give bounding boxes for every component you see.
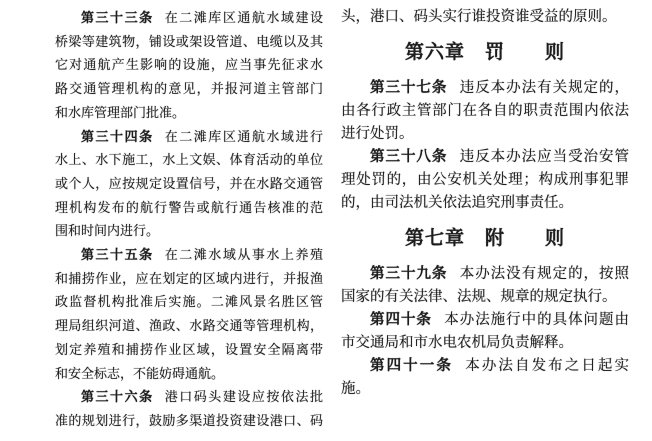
text-line (55, 243, 323, 267)
article-number: 第三十六条 (81, 389, 154, 405)
text-line (341, 355, 629, 378)
text-line: 和捕捞作业，应在划定的区域内进行，并报渔 (55, 270, 323, 286)
text-line: 市交通局和市水电农机局负责解释。 (341, 335, 573, 351)
text-line: 桥梁等建筑物，铺设或架设管道、电缆以及其 (55, 33, 323, 49)
text-line: 头，港口、码头实行谁投资谁受益的原则。 (341, 9, 617, 25)
chapter-heading: 第七章 附 则 (404, 228, 565, 249)
article-text: 在二滩库区通航水域建设 (164, 10, 323, 25)
left-text-column (55, 6, 323, 441)
article-number: 第四十一条 (370, 358, 453, 374)
chapter-heading: 第六章 罚 则 (404, 42, 565, 63)
article-text: 违反本办法应当受治安管 (459, 149, 630, 165)
text-line: 国家的有关法律、法规、规章的规定执行。 (341, 289, 617, 305)
text-line (341, 309, 629, 332)
text-line: 路交通管理机构的意见，并报河道主管部门 (55, 81, 323, 97)
text-line: 或个人，应按规定设置信号，并在水路交通管 (55, 175, 323, 191)
text-line: 政监督机构批准后实施。二滩风景名胜区管 (55, 294, 323, 310)
text-line: 施。 (341, 381, 370, 397)
text-line: 理处罚的，由公安机关处理；构成刑事犯罪 (341, 172, 629, 188)
article-text: 在二滩库区通航水域进行 (164, 128, 323, 144)
article-number: 第四十条 (370, 312, 432, 328)
article-number: 第三十八条 (370, 149, 448, 165)
text-line (341, 146, 629, 169)
text-line: 由各行政主管部门在各自的职责范围内依法 (341, 103, 629, 119)
article-text: 在二滩水域从事水上养殖 (164, 247, 323, 263)
article-text: 本办法自发布之日起实 (465, 358, 630, 374)
text-line: 水上、水下施工，水上文娱、体育活动的单位 (55, 152, 323, 168)
right-text-column (341, 6, 629, 441)
text-line: 准的规划进行，鼓励多渠道投资建设港口、码 (55, 412, 323, 428)
text-line (55, 125, 323, 149)
article-text: 本办法施行中的具体问题由 (444, 312, 630, 328)
text-line: 它对通航产生影响的设施，应当事先征求水 (55, 57, 323, 73)
text-line: 理机构发布的航行警告或航行通告核准的范 (55, 199, 323, 215)
article-number: 第三十四条 (81, 128, 154, 144)
text-line: 围和时间内进行。 (55, 223, 160, 239)
text-line: 的，由司法机关依法追究刑事责任。 (341, 195, 573, 211)
text-line: 进行处罚。 (341, 126, 414, 142)
text-line: 理局组织河道、渔政、水路交通等管理机构， (55, 318, 323, 334)
article-number: 第三十五条 (81, 247, 154, 263)
article-number: 第三十九条 (370, 266, 448, 282)
article-number: 第三十七条 (370, 80, 448, 96)
text-line: 和水库管理部门批准。 (55, 104, 186, 120)
article-text: 违反本办法有关规定的， (459, 80, 630, 96)
text-line (341, 263, 629, 286)
text-line (55, 385, 323, 409)
text-line (341, 77, 629, 100)
article-number: 第三十三条 (81, 10, 154, 25)
text-line: 和安全标志，不能妨碍通航。 (55, 365, 225, 381)
article-text: 本办法没有规定的，按照 (459, 266, 630, 282)
text-line (55, 6, 323, 30)
article-text: 港口码头建设应按依法批 (164, 389, 323, 405)
text-line: 划定养殖和捕捞作业区域，设置安全隔离带 (55, 341, 323, 357)
